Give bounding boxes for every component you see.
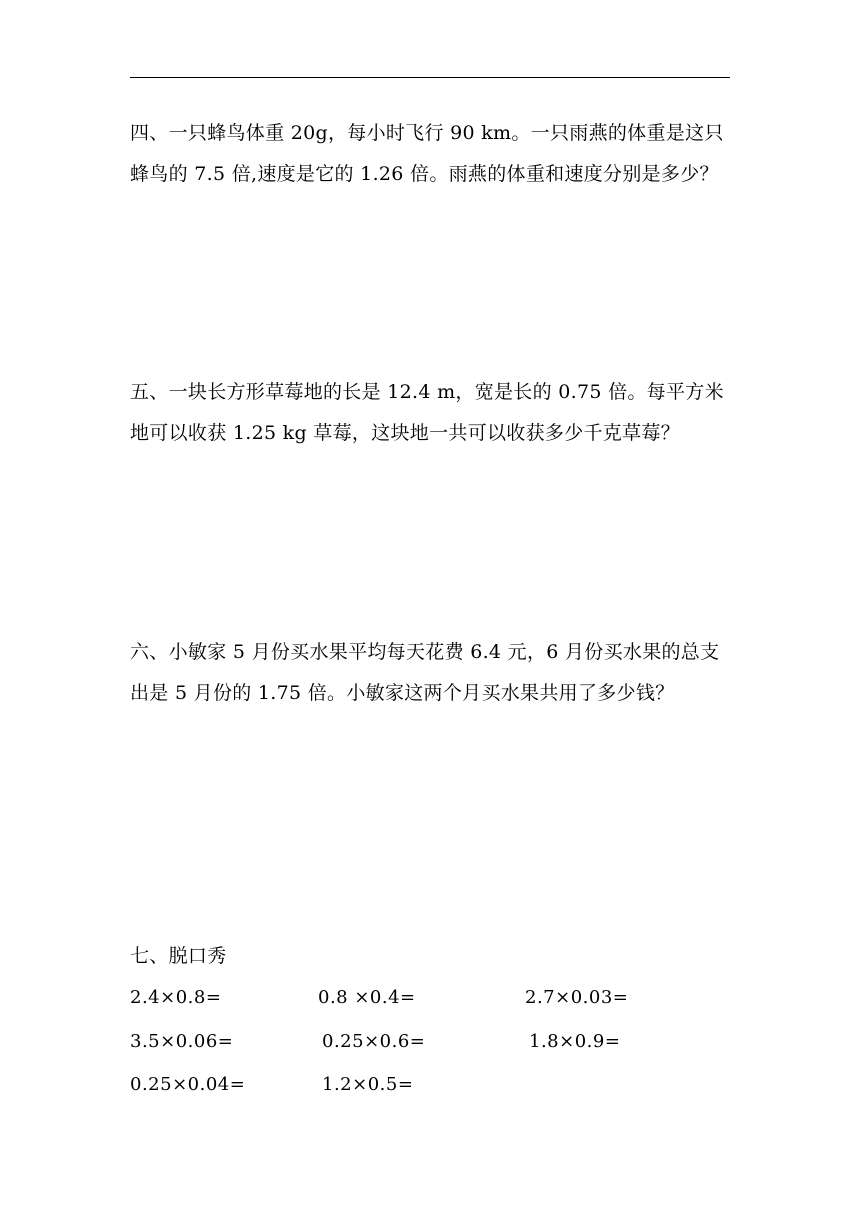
problem-6-line-2: 出是 5 月份的 1.75 倍。小敏家这两个月买水果共用了多少钱？ — [130, 682, 675, 704]
oral-item-2: 0.8 ×0.4= — [318, 987, 416, 1008]
oral-item-4: 3.5×0.06= — [130, 1031, 234, 1052]
header-rule — [130, 77, 730, 78]
oral-item-1: 2.4×0.8= — [130, 987, 222, 1008]
problem-4-line-2: 蜂鸟的 7.5 倍,速度是它的 1.26 倍。雨燕的体重和速度分别是多少？ — [130, 163, 719, 185]
oral-item-3: 2.7×0.03= — [525, 987, 629, 1008]
problem-5-line-1: 五、一块长方形草莓地的长是 12.4 m，宽是长的 0.75 倍。每平方米 — [130, 381, 724, 403]
oral-section-title: 七、脱口秀 — [130, 945, 227, 967]
oral-item-7: 0.25×0.04= — [130, 1074, 246, 1095]
problem-5-line-2: 地可以收获 1.25 kg 草莓，这块地一共可以收获多少千克草莓？ — [130, 422, 681, 444]
problem-4-line-1: 四、一只蜂鸟体重 20g，每小时飞行 90 km。一只雨燕的体重是这只 — [130, 122, 724, 144]
oral-item-8: 1.2×0.5= — [322, 1074, 414, 1095]
problem-6-line-1: 六、小敏家 5 月份买水果平均每天花费 6.4 元，6 月份买水果的总支 — [130, 641, 720, 663]
oral-item-6: 1.8×0.9= — [529, 1031, 621, 1052]
oral-item-5: 0.25×0.6= — [322, 1031, 426, 1052]
